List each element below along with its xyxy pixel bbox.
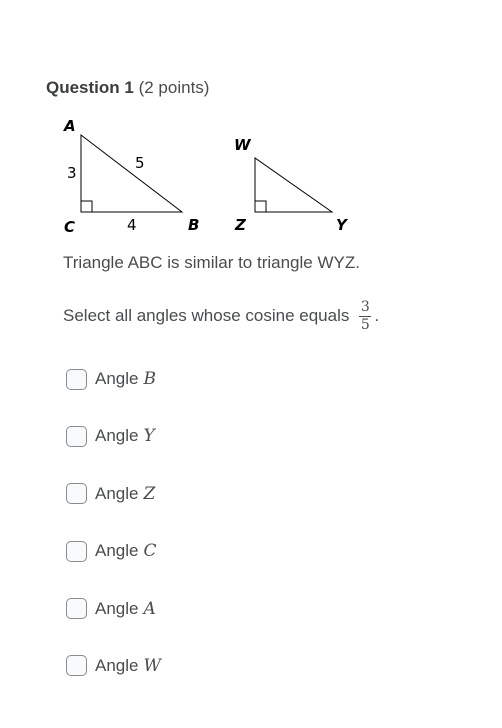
question-title: Question 1 bbox=[46, 78, 134, 97]
fraction-denominator: 5 bbox=[360, 317, 370, 333]
option-label-text: Angle bbox=[95, 541, 139, 561]
answer-options bbox=[66, 366, 366, 710]
side-label-ac: 3 bbox=[67, 164, 77, 182]
option-label-var: W bbox=[143, 655, 161, 676]
vertex-label-b: B bbox=[188, 216, 200, 234]
option-label-text: Angle bbox=[95, 426, 139, 446]
triangles-diagram bbox=[52, 112, 372, 240]
question-header bbox=[46, 78, 209, 98]
option-label bbox=[95, 541, 157, 561]
option-angle-c[interactable] bbox=[66, 538, 366, 564]
option-label-text: Angle bbox=[95, 598, 139, 618]
fraction-three-fifths bbox=[359, 300, 371, 332]
question-points: (2 points) bbox=[138, 78, 210, 97]
triangle-abc bbox=[81, 135, 182, 212]
instruction-period: . bbox=[374, 306, 380, 325]
option-label-var: C bbox=[143, 541, 157, 562]
checkbox-angle-z[interactable] bbox=[66, 483, 87, 504]
right-angle-marker-z bbox=[255, 201, 266, 212]
checkbox-angle-b[interactable] bbox=[66, 369, 87, 390]
option-angle-z[interactable] bbox=[66, 481, 366, 507]
option-label-var: Y bbox=[143, 426, 155, 447]
question-stem-similarity: Triangle ABC is similar to triangle WYZ. bbox=[63, 253, 360, 272]
option-label-text: Angle bbox=[95, 369, 139, 388]
option-label bbox=[95, 426, 155, 446]
option-angle-w[interactable] bbox=[66, 653, 366, 679]
instruction-text: Select all angles whose cosine equals bbox=[63, 306, 350, 325]
option-label bbox=[95, 369, 156, 389]
similar-triangles-figure bbox=[52, 112, 372, 240]
option-label-text: Angle bbox=[95, 483, 139, 503]
checkbox-angle-w[interactable] bbox=[66, 655, 87, 676]
option-label-var: B bbox=[143, 369, 156, 389]
checkbox-angle-y[interactable] bbox=[66, 426, 87, 447]
option-angle-y[interactable] bbox=[66, 423, 366, 449]
vertex-label-a: A bbox=[64, 117, 76, 135]
vertex-label-z: Z bbox=[235, 216, 246, 234]
option-angle-a[interactable] bbox=[66, 596, 366, 622]
right-angle-marker-c bbox=[81, 201, 92, 212]
question-stem-instruction bbox=[63, 300, 379, 332]
fraction-numerator: 3 bbox=[360, 299, 370, 315]
option-angle-b[interactable] bbox=[66, 366, 366, 392]
vertex-label-w: W bbox=[234, 136, 251, 154]
option-label bbox=[95, 599, 156, 619]
checkbox-angle-c[interactable] bbox=[66, 541, 87, 562]
option-label bbox=[95, 656, 161, 676]
side-label-ab: 5 bbox=[135, 154, 145, 172]
vertex-label-c: C bbox=[64, 218, 76, 236]
option-label-var: Z bbox=[143, 483, 156, 504]
checkbox-angle-a[interactable] bbox=[66, 598, 87, 619]
option-label bbox=[95, 484, 155, 504]
option-label-var: A bbox=[143, 598, 156, 619]
option-label-text: Angle bbox=[95, 655, 139, 675]
vertex-label-y: Y bbox=[336, 216, 347, 234]
triangle-wyz bbox=[255, 158, 332, 212]
side-label-cb: 4 bbox=[127, 216, 137, 234]
